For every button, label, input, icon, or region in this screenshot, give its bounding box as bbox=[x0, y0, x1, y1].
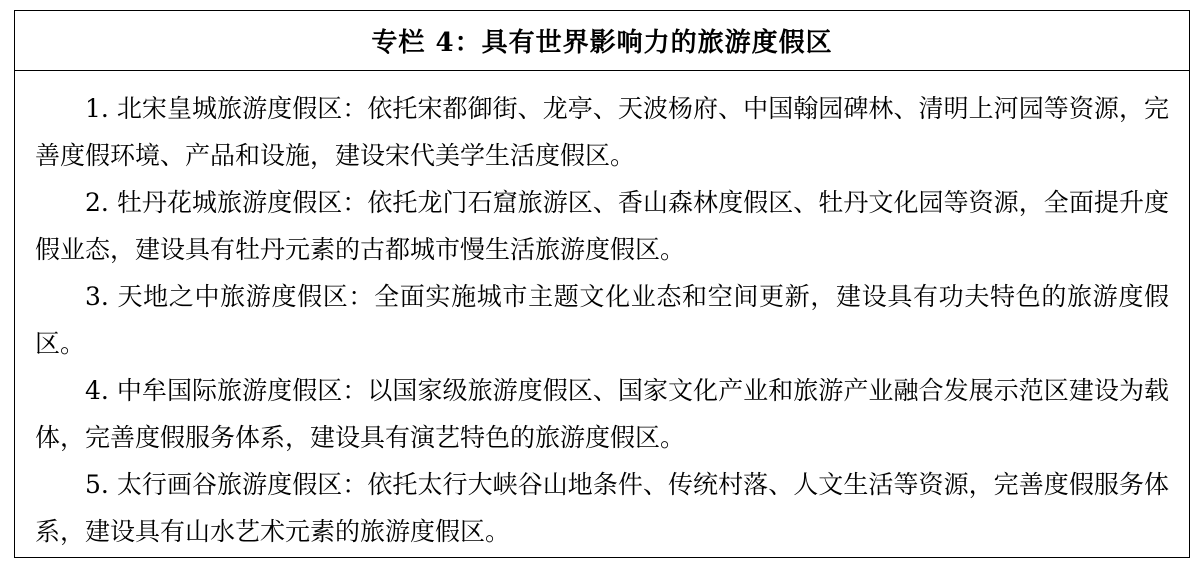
feature-box-header bbox=[15, 11, 1189, 71]
feature-box bbox=[14, 10, 1190, 558]
list-item: 2. 牡丹花城旅游度假区：依托龙门石窟旅游区、香山森林度假区、牡丹文化园等资源，全面提升度假业态，建设具有牡丹元素的古都城市慢生活旅游度假区。 bbox=[35, 188, 1169, 264]
list-item: 4. 中牟国际旅游度假区：以国家级旅游度假区、国家文化产业和旅游产业融合发展示范区建设为载体，完善度假服务体系，建设具有演艺特色的旅游度假区。 bbox=[35, 376, 1169, 452]
list-item: 1. 北宋皇城旅游度假区：依托宋都御街、龙亭、天波杨府、中国翰园碑林、清明上河园等资源，完善度假环境、产品和设施，建设宋代美学生活度假区。 bbox=[35, 94, 1169, 170]
list-item: 5. 太行画谷旅游度假区：依托太行大峡谷山地条件、传统村落、人文生活等资源，完善度假服务体系，建设具有山水艺术元素的旅游度假区。 bbox=[35, 470, 1169, 546]
feature-box-body bbox=[15, 71, 1189, 561]
list-item: 3. 天地之中旅游度假区：全面实施城市主题文化业态和空间更新，建设具有功夫特色的旅游度假区。 bbox=[35, 282, 1169, 358]
page-title: 专栏 4：具有世界影响力的旅游度假区 bbox=[371, 28, 833, 58]
